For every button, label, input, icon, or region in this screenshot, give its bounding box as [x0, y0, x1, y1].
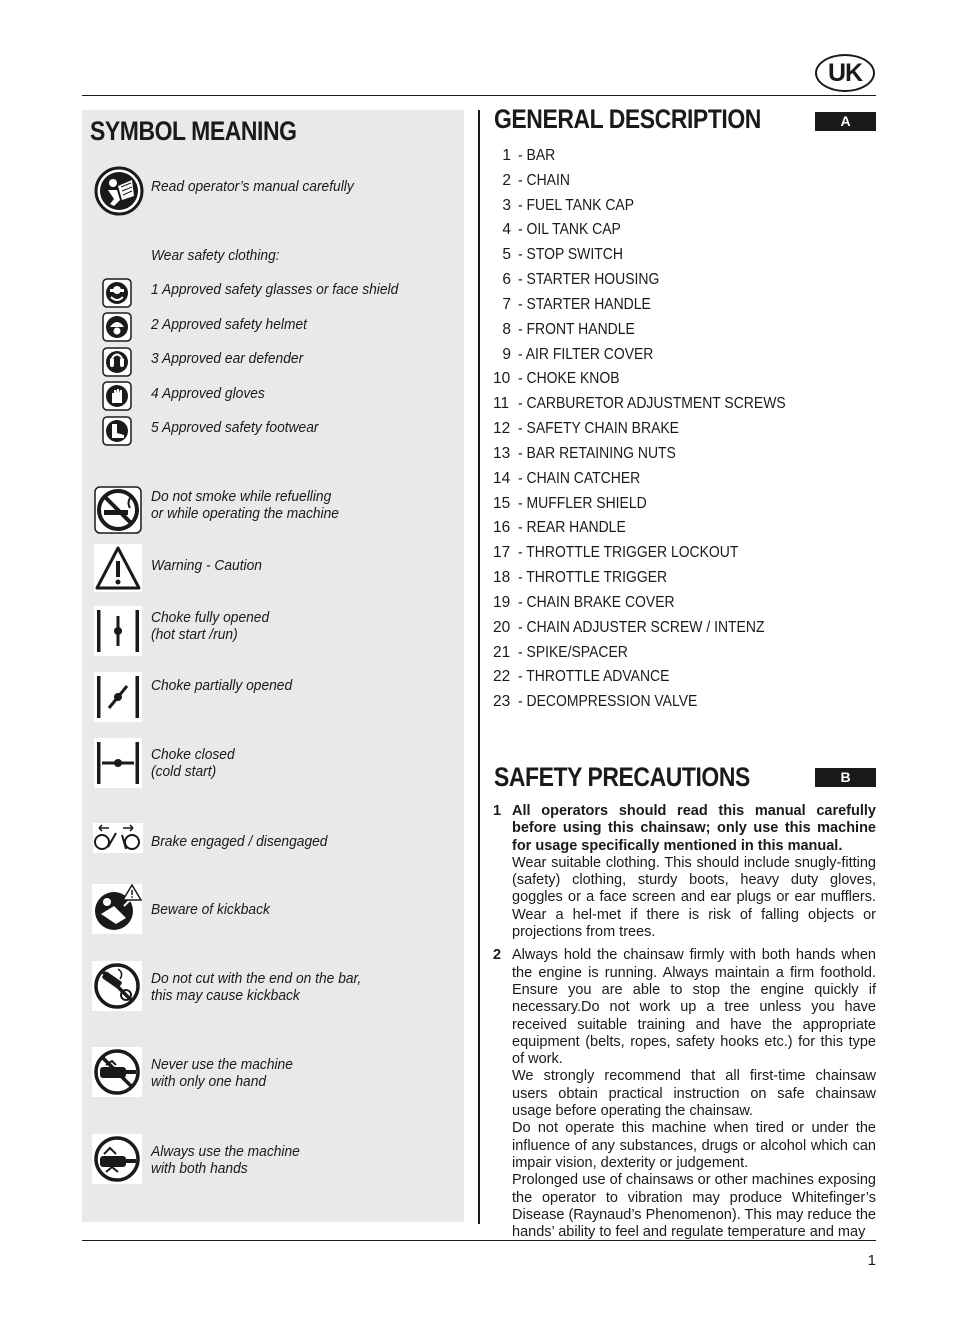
paragraph-number: 1: [493, 803, 502, 819]
symbol-text-gloves: 4 Approved gloves: [151, 385, 265, 402]
symbol-text-brake: Brake engaged / disengaged: [151, 833, 328, 850]
item-label: - BAR RETAINING NUTS: [518, 444, 676, 462]
no-smoking-icon: [94, 486, 142, 534]
list-item: [493, 541, 873, 566]
symbol-text-safety-clothing: Wear safety clothing:: [151, 247, 280, 264]
list-item: [493, 516, 873, 541]
item-label: - CARBURETOR ADJUSTMENT SCREWS: [518, 395, 786, 413]
item-number: 15: [493, 494, 511, 512]
item-number: 3: [502, 196, 511, 214]
symbol-text-choke-closed: Choke closed (cold start): [151, 746, 235, 780]
list-item: [493, 169, 873, 194]
item-number: 9: [502, 345, 511, 363]
item-number: 8: [502, 320, 511, 338]
safety-helmet-icon: [102, 312, 132, 342]
item-number: 21: [493, 643, 511, 661]
section-badge-b: B: [815, 768, 876, 787]
ear-defender-icon: [102, 347, 132, 377]
item-number: 7: [502, 295, 511, 313]
item-number: 13: [493, 444, 511, 462]
language-badge: UK: [815, 54, 875, 92]
list-item: [493, 641, 873, 666]
paragraph-text: Wear suitable clothing. This should include snugly-fitting (safety) clothing, sturdy boots, heavy duty gloves, goggles or a face screen and ear plugs or ear mufflers. Wear a hel-met if there is risk of falling objects or projections from trees.: [512, 854, 876, 941]
symbol-text-read-manual: Read operator’s manual carefully: [151, 178, 354, 195]
safety-footwear-icon: [102, 416, 132, 446]
item-label: - REAR HANDLE: [518, 519, 626, 537]
item-label: - THROTTLE TRIGGER LOCKOUT: [518, 544, 739, 562]
list-item: [493, 591, 873, 616]
symbol-text-ear-defender: 3 Approved ear defender: [151, 350, 304, 367]
gloves-icon: [102, 381, 132, 411]
item-label: - DECOMPRESSION VALVE: [518, 693, 698, 711]
item-number: 12: [493, 420, 511, 438]
list-item: [493, 665, 873, 690]
item-number: 16: [493, 519, 511, 537]
list-item: [493, 293, 873, 318]
top-divider: [82, 95, 876, 96]
choke-partial-icon: [94, 672, 142, 722]
paragraph-text: We strongly recommend that all first-time chainsaw users obtain practical instruction on safe chainsaw usage before operating the chainsaw.: [512, 1068, 876, 1120]
symbol-text-kickback: Beware of kickback: [151, 901, 270, 918]
column-divider: [478, 110, 480, 1224]
list-item: [493, 442, 873, 467]
list-item: [493, 392, 873, 417]
symbol-text-no-one-hand: Never use the machine with only one hand: [151, 1056, 293, 1090]
list-item: [493, 367, 873, 392]
symbol-text-helmet: 2 Approved safety helmet: [151, 316, 307, 333]
safety-paragraph-2: [493, 947, 876, 1241]
item-number: 14: [493, 469, 511, 487]
symbol-meaning-title: SYMBOL MEANING: [90, 116, 297, 146]
symbol-text-both-hands: Always use the machine with both hands: [151, 1143, 300, 1177]
symbol-text-glasses: 1 Approved safety glasses or face shield: [151, 281, 399, 298]
item-number: 5: [502, 246, 511, 264]
symbol-text-footwear: 5 Approved safety footwear: [151, 419, 319, 436]
item-number: 1: [502, 147, 511, 164]
safety-paragraph-1: [493, 803, 876, 941]
choke-closed-icon: [94, 738, 142, 788]
list-item: [493, 144, 873, 169]
item-label: - AIR FILTER COVER: [518, 345, 654, 363]
item-label: - SAFETY CHAIN BRAKE: [518, 420, 679, 438]
symbol-meaning-panel: [82, 110, 464, 1222]
item-number: 20: [493, 618, 511, 636]
item-label: - THROTTLE TRIGGER: [518, 569, 668, 587]
item-label: - FUEL TANK CAP: [518, 196, 635, 214]
choke-open-icon: [94, 606, 142, 656]
item-number: 4: [502, 221, 511, 239]
read-manual-icon: [94, 166, 144, 216]
no-one-hand-icon: [92, 1047, 142, 1097]
list-item: [493, 566, 873, 591]
paragraph-text: Always hold the chainsaw firmly with both hands when the engine is running. Always maintain a firm foothold. Ensure you are able to stop the engine quickly if necessary.Do not work up a tree unless you have received suitable training and have the appropriate equipment (belts, ropes, safety hooks etc.) for this type of work.: [512, 947, 876, 1068]
symbol-text-choke-partial: Choke partially opened: [151, 677, 293, 694]
item-number: 17: [493, 544, 511, 562]
section-badge-a: A: [815, 112, 876, 131]
item-label: - CHAIN BRAKE COVER: [518, 593, 675, 611]
item-number: 2: [502, 171, 511, 189]
list-item: [493, 194, 873, 219]
list-item: [493, 492, 873, 517]
item-number: 19: [493, 593, 511, 611]
item-label: - STARTER HOUSING: [518, 271, 660, 289]
item-number: 11: [493, 395, 510, 413]
item-label: - MUFFLER SHIELD: [518, 494, 647, 512]
both-hands-icon: [92, 1134, 142, 1184]
symbol-text-choke-open: Choke fully opened (hot start /run): [151, 609, 270, 643]
list-item: [493, 268, 873, 293]
kickback-icon: [92, 884, 142, 934]
symbol-text-no-smoking: Do not smoke while refuelling or while operating the machine: [151, 488, 339, 522]
item-label: - OIL TANK CAP: [518, 221, 621, 239]
general-description-list: [493, 144, 873, 715]
item-label: - CHAIN: [518, 171, 570, 189]
warning-icon: [94, 544, 142, 592]
paragraph-number: 2: [493, 947, 502, 964]
list-item: [493, 417, 873, 442]
brake-icon: [93, 823, 143, 853]
page-number: 1: [867, 1252, 876, 1269]
item-label: - CHAIN ADJUSTER SCREW / INTENZ: [518, 618, 765, 636]
item-number: 10: [493, 370, 511, 388]
item-label: - SPIKE/SPACER: [518, 643, 628, 661]
paragraph-text: Prolonged use of chainsaws or other machines exposing the operator to vibration may produce Whitefinger’s Disease (Raynaud’s Phenomenon). This may reduce the hands’ ability to feel and regulate temperature and may: [512, 1172, 876, 1241]
item-label: - CHAIN CATCHER: [518, 469, 641, 487]
paragraph-lead: All operators should read this manual carefully before using this chainsaw; only use this machine for usage specifically mentioned in this manual.: [512, 803, 876, 854]
item-label: - CHOKE KNOB: [518, 370, 620, 388]
list-item: [493, 318, 873, 343]
list-item: [493, 616, 873, 641]
item-label: - STOP SWITCH: [518, 246, 623, 264]
item-label: - STARTER HANDLE: [518, 295, 651, 313]
item-number: 23: [493, 693, 511, 711]
item-number: 22: [493, 668, 511, 686]
safety-precautions-body: [493, 803, 876, 1247]
no-tip-cutting-icon: [92, 961, 142, 1011]
general-description-title: GENERAL DESCRIPTION: [494, 104, 761, 134]
item-number: 6: [502, 271, 511, 289]
list-item: [493, 218, 873, 243]
list-item: [493, 467, 873, 492]
list-item: [493, 243, 873, 268]
safety-precautions-title: SAFETY PRECAUTIONS: [494, 762, 750, 792]
item-label: - BAR: [518, 147, 556, 164]
list-item: [493, 343, 873, 368]
item-number: 18: [493, 569, 511, 587]
symbol-text-warning: Warning - Caution: [151, 557, 262, 574]
paragraph-text: Do not operate this machine when tired or under the influence of any substances, drugs or alcohol which can impair vision, dexterity or judgement.: [512, 1120, 876, 1171]
safety-glasses-icon: [102, 278, 132, 308]
symbol-text-no-tip-cutting: Do not cut with the end on the bar, this may cause kickback: [151, 970, 362, 1004]
item-label: - THROTTLE ADVANCE: [518, 668, 670, 686]
item-label: - FRONT HANDLE: [518, 320, 635, 338]
list-item: [493, 690, 873, 715]
